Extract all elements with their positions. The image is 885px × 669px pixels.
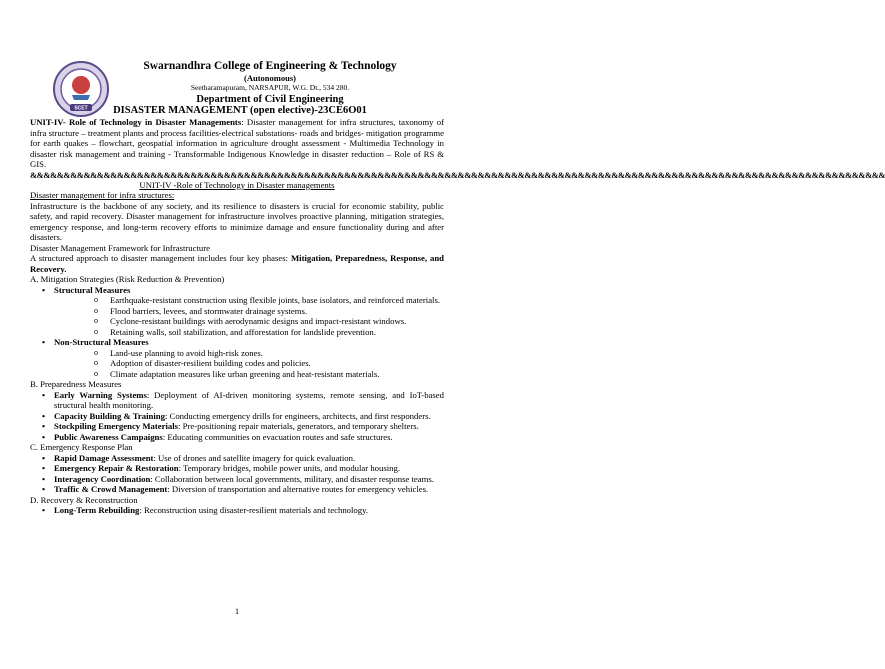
list-item-label: Emergency Repair & Restoration	[54, 463, 179, 473]
page-number: 1	[234, 606, 240, 616]
list-item-text: : Pre-positioning repair materials, generators, and temporary shelters.	[178, 421, 419, 431]
college-name: Swarnandhra College of Engineering & Technology	[143, 60, 397, 72]
college-address: Seetharamapuram, NARSAPUR, W.G. Dt., 534 280.	[190, 83, 350, 92]
framework-paragraph	[30, 253, 444, 274]
section-c-heading: C. Emergency Response Plan	[30, 442, 133, 452]
unit-intro	[30, 117, 444, 170]
framework-phases: Mitigation, Preparedness, Response, and Recovery.	[30, 253, 444, 274]
sub-list-item: o Cyclone-resistant buildings with aerodynamic designs and impact-resistant windows.	[94, 316, 444, 327]
list-item-label: Interagency Coordination	[54, 473, 151, 484]
response-list	[42, 453, 444, 495]
unit-intro-text: : Disaster management for infra structures, taxonomy of infra structure – treatment plants and process facilities-electrical substations- roads and bridges- mitigation programme for earth quakes – flowchart, geospatial information in agriculture drought assessment - Multimedia Technology in disaster risk management and training - Transformable Indigenous Knowledge in disaster reduction – Role of RS & GIS.	[30, 117, 444, 169]
list-item-text: : Deployment of AI-driven monitoring systems, remote sensing, and IoT-based structural health monitoring.	[54, 389, 444, 410]
document-body	[30, 117, 885, 516]
sub-list	[94, 348, 444, 380]
mitigation-list	[42, 285, 444, 380]
list-item-text: : Diversion of transportation and alternative routes for emergency vehicles.	[167, 484, 429, 494]
section-heading: Disaster management for infra structures:	[30, 190, 175, 200]
unit-title: UNIT-IV -Role of Technology in Disaster managements	[139, 179, 335, 190]
list-item-label: Traffic & Crowd Management	[54, 484, 168, 494]
list-item-label: Long-Term Rebuilding	[54, 505, 140, 515]
list-item	[42, 474, 444, 485]
list-item-label: Stockpiling Emergency Materials	[54, 421, 179, 431]
logo-text: SCET	[74, 105, 88, 112]
list-item	[42, 453, 444, 464]
list-item	[42, 285, 444, 338]
list-item-label: Non-Structural Measures	[54, 337, 149, 347]
list-item-text: : Temporary bridges, mobile power units, and modular housing.	[178, 463, 401, 473]
list-item-label: Rapid Damage Assessment	[54, 452, 154, 463]
department-name: Department of Civil Engineering	[196, 94, 344, 105]
list-item-label: Early Warning Systems	[54, 389, 147, 400]
list-item-text: : Educating communities on evacuation routes and safe structures.	[162, 431, 393, 442]
framework-intro: A structured approach to disaster management includes four key phases:	[30, 253, 291, 263]
list-item	[42, 421, 444, 432]
sub-list	[94, 295, 444, 337]
list-item-text: : Reconstruction using disaster-resilient materials and technology.	[139, 505, 369, 515]
list-item	[42, 463, 444, 474]
sub-list-item: o Retaining walls, soil stabilization, and afforestation for landslide prevention.	[94, 327, 444, 338]
list-item-text: : Collaboration between local governments, military, and disaster response teams.	[150, 473, 434, 484]
sub-list-item: o Land-use planning to avoid high-risk zones.	[94, 348, 444, 359]
recovery-list	[42, 505, 444, 516]
list-item	[42, 411, 444, 422]
list-item-label: Capacity Building & Training	[54, 410, 165, 421]
list-item	[42, 505, 444, 516]
section-paragraph: Infrastructure is the backbone of any society, and its resilience to disasters is crucial for economic stability, public safety, and rapid recovery. Disaster management for infrastructure involves proactive planning, mitigation strategies, emergency response, and long-term recovery efforts to minimize damage and ensure functionality during and after disasters.	[30, 200, 444, 242]
sub-list-item: o Flood barriers, levees, and stormwater drainage systems.	[94, 306, 444, 317]
sub-list-item: o Adoption of disaster-resilient building codes and policies.	[94, 358, 444, 369]
autonomous-label: (Autonomous)	[244, 73, 296, 83]
list-item	[42, 390, 444, 411]
sub-list-item: o Earthquake-resistant construction using flexible joints, base isolators, and reinforced materials.	[94, 295, 444, 306]
divider-line: &&&&&&&&&&&&&&&&&&&&&&&&&&&&&&&&&&&&&&&&&&&&&&&&&&&&&&&&&&&&&&&&&&&&&&&&&&&&&&&&&&&&&&&&&&&&&&&&&&&&&&&&&&&&&&&&&&&&&&&&&&&&&&&&	[30, 169, 885, 180]
framework-heading: Disaster Management Framework for Infrastructure	[30, 242, 210, 253]
section-a-heading: A. Mitigation Strategies (Risk Reduction & Prevention)	[30, 274, 225, 284]
section-b-heading: B. Preparedness Measures	[30, 379, 122, 389]
list-item	[42, 337, 444, 379]
list-item-label: Structural Measures	[54, 284, 131, 295]
list-item	[42, 432, 444, 443]
unit-intro-label: UNIT-IV- Role of Technology in Disaster Managements	[30, 117, 242, 127]
section-d-heading: D. Recovery & Reconstruction	[30, 494, 138, 505]
list-item	[42, 484, 444, 495]
list-item-text: : Conducting emergency drills for engineers, architects, and first responders.	[164, 410, 431, 421]
sub-list-item: o Climate adaptation measures like urban greening and heat-resistant materials.	[94, 369, 444, 380]
subject-title: DISASTER MANAGEMENT (open elective)-23CE6O01	[113, 105, 367, 116]
preparedness-list	[42, 390, 444, 443]
list-item-text: : Use of drones and satellite imagery for quick evaluation.	[153, 452, 356, 463]
list-item-label: Public Awareness Campaigns	[54, 431, 163, 442]
